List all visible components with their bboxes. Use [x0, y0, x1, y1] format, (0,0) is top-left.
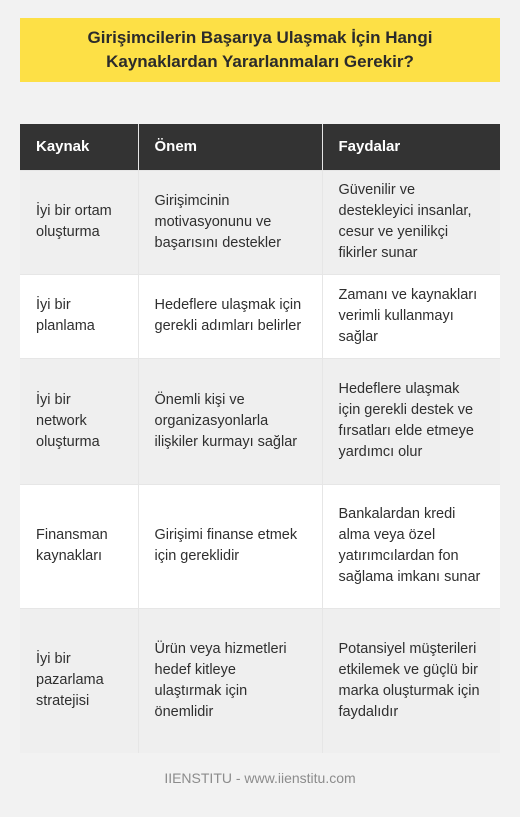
- resources-table: [20, 124, 500, 753]
- table-row: [20, 358, 500, 484]
- cell-onem: Önemli kişi ve organizasyonlarla ilişkiler kurmayı sağlar: [138, 358, 322, 484]
- page-title: Girişimcilerin Başarıya Ulaşmak İçin Hangi Kaynaklardan Yararlanmaları Gerekir?: [87, 28, 433, 71]
- cell-faydalar: Zamanı ve kaynakları verimli kullanmayı sağlar: [322, 274, 500, 358]
- table-row: [20, 484, 500, 608]
- cell-faydalar: Bankalardan kredi alma veya özel yatırımcılardan fon sağlama imkanı sunar: [322, 484, 500, 608]
- cell-onem: Ürün veya hizmetleri hedef kitleye ulaştırmak için önemlidir: [138, 608, 322, 753]
- title-banner: [20, 18, 500, 82]
- cell-faydalar: Güvenilir ve destekleyici insanlar, cesur ve yenilikçi fikirler sunar: [322, 170, 500, 274]
- table-row: [20, 170, 500, 274]
- header-kaynak: Kaynak: [20, 124, 138, 170]
- cell-kaynak: İyi bir pazarlama stratejisi: [20, 608, 138, 753]
- cell-onem: Hedeflere ulaşmak için gerekli adımları belirler: [138, 274, 322, 358]
- table-row: [20, 608, 500, 753]
- cell-faydalar: Hedeflere ulaşmak için gerekli destek ve fırsatları elde etmeye yardımcı olur: [322, 358, 500, 484]
- footer-credit: IIENSTITU - www.iienstitu.com: [164, 770, 356, 786]
- table-header-row: [20, 124, 500, 170]
- cell-onem: Girişimcinin motivasyonunu ve başarısını destekler: [138, 170, 322, 274]
- cell-faydalar: Potansiyel müşterileri etkilemek ve güçlü bir marka oluşturmak için faydalıdır: [322, 608, 500, 753]
- header-onem: Önem: [138, 124, 322, 170]
- resources-table-container: [20, 124, 500, 753]
- cell-kaynak: İyi bir network oluşturma: [20, 358, 138, 484]
- cell-kaynak: Finansman kaynakları: [20, 484, 138, 608]
- header-faydalar: Faydalar: [322, 124, 500, 170]
- table-row: [20, 274, 500, 358]
- cell-kaynak: İyi bir ortam oluşturma: [20, 170, 138, 274]
- cell-onem: Girişimi finanse etmek için gereklidir: [138, 484, 322, 608]
- cell-kaynak: İyi bir planlama: [20, 274, 138, 358]
